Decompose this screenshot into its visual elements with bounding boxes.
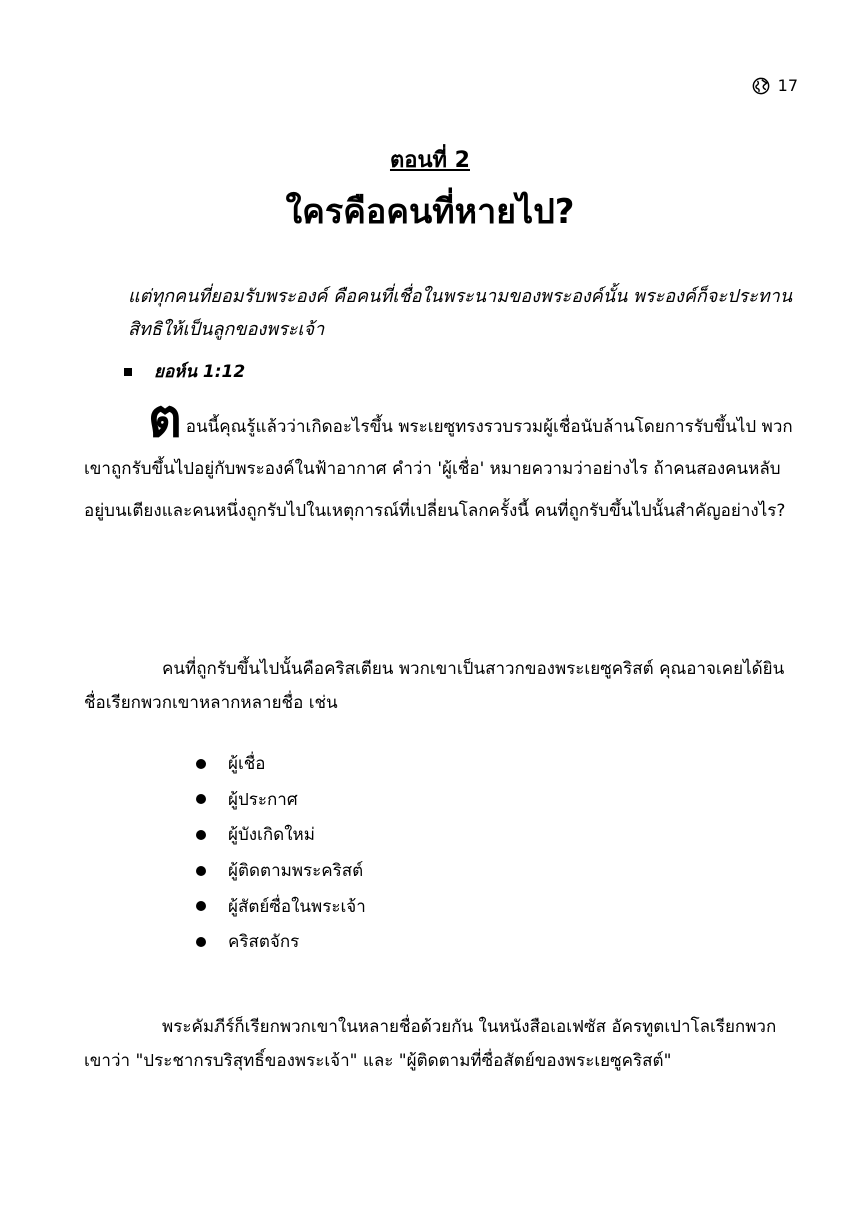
- list-item: [196, 817, 366, 853]
- epigraph-quote: แต่ทุกคนที่ยอมรับพระองค์ คือคนที่เชื่อในพระนามของพระองค์นั้น พระองค์ก็จะประทานสิทธิให้เป็นลูกของพระเจ้า: [128, 286, 793, 340]
- paragraph-2: คนที่ถูกรับขึ้นไปนั้นคือคริสเตียน พวกเขาเป็นสาวกของพระเยซูคริสต์ คุณอาจเคยได้ยินชื่อเรียกพวกเขาหลากหลายชื่อ เช่น: [84, 659, 785, 713]
- chapter-title: ใครคือคนที่หายไป?: [285, 192, 575, 232]
- list-item-text: ผู้เชื่อ: [228, 754, 266, 775]
- list-item: [196, 924, 366, 960]
- chapter-label: ตอนที่ 2: [389, 148, 470, 173]
- list-item-text: ผู้สัตย์ซื่อในพระเจ้า: [228, 896, 366, 917]
- bullet-dot-icon: [196, 937, 206, 947]
- list-item: [196, 746, 366, 782]
- bullet-dot-icon: [196, 901, 206, 911]
- paragraph-1: [84, 389, 800, 532]
- list-item-text: ผู้ติดตามพระคริสต์: [228, 861, 364, 882]
- list-item: [196, 888, 366, 924]
- page-header: [752, 76, 798, 95]
- list-item-text: ผู้บังเกิดใหม่: [228, 825, 315, 846]
- bullet-dot-icon: [196, 794, 206, 804]
- paragraph-1-text: อนนี้คุณรู้แล้วว่าเกิดอะไรขึ้น พระเยซูทรงรวบรวมผู้เชื่อนับล้านโดยการรับขึ้นไป พวกเขาถูกรับขึ้นไปอยู่กับพระองค์ในฟ้าอากาศ คำว่า 'ผู้เชื่อ' หมายความว่าอย่างไร ถ้าคนสองคนหลับอยู่บนเตียงและคนหนึ่งถูกรับไปในเหตุการณ์ที่เปลี่ยนโลกครั้งนี้ คนที่ถูกรับขึ้นไปนั้นสำคัญอย่างไร?: [84, 417, 793, 521]
- bullet-dot-icon: [196, 759, 206, 769]
- list-item-text: ผู้ประกาศ: [228, 789, 298, 810]
- epigraph-reference-row: [124, 358, 245, 385]
- bullet-dot-icon: [196, 866, 206, 876]
- globe-icon: [752, 77, 770, 95]
- list-item: [196, 853, 366, 889]
- square-bullet-icon: [124, 368, 132, 376]
- paragraph-3: พระคัมภีร์ก็เรียกพวกเขาในหลายชื่อด้วยกัน ในหนังสือเอเฟซัส อัครทูตเปาโลเรียกพวกเขาว่า "ประชากรบริสุทธิ์ของพระเจ้า" และ "ผู้ติดตามที่ซื่อสัตย์ของพระเยซูคริสต์": [84, 1017, 777, 1071]
- drop-cap: ต: [148, 389, 182, 449]
- epigraph-reference: ยอห์น 1:12: [154, 362, 246, 382]
- list-item-text: คริสตจักร: [228, 932, 300, 953]
- page-number: 17: [777, 76, 798, 95]
- list-item: [196, 782, 366, 818]
- names-list: [196, 746, 366, 960]
- bullet-dot-icon: [196, 830, 206, 840]
